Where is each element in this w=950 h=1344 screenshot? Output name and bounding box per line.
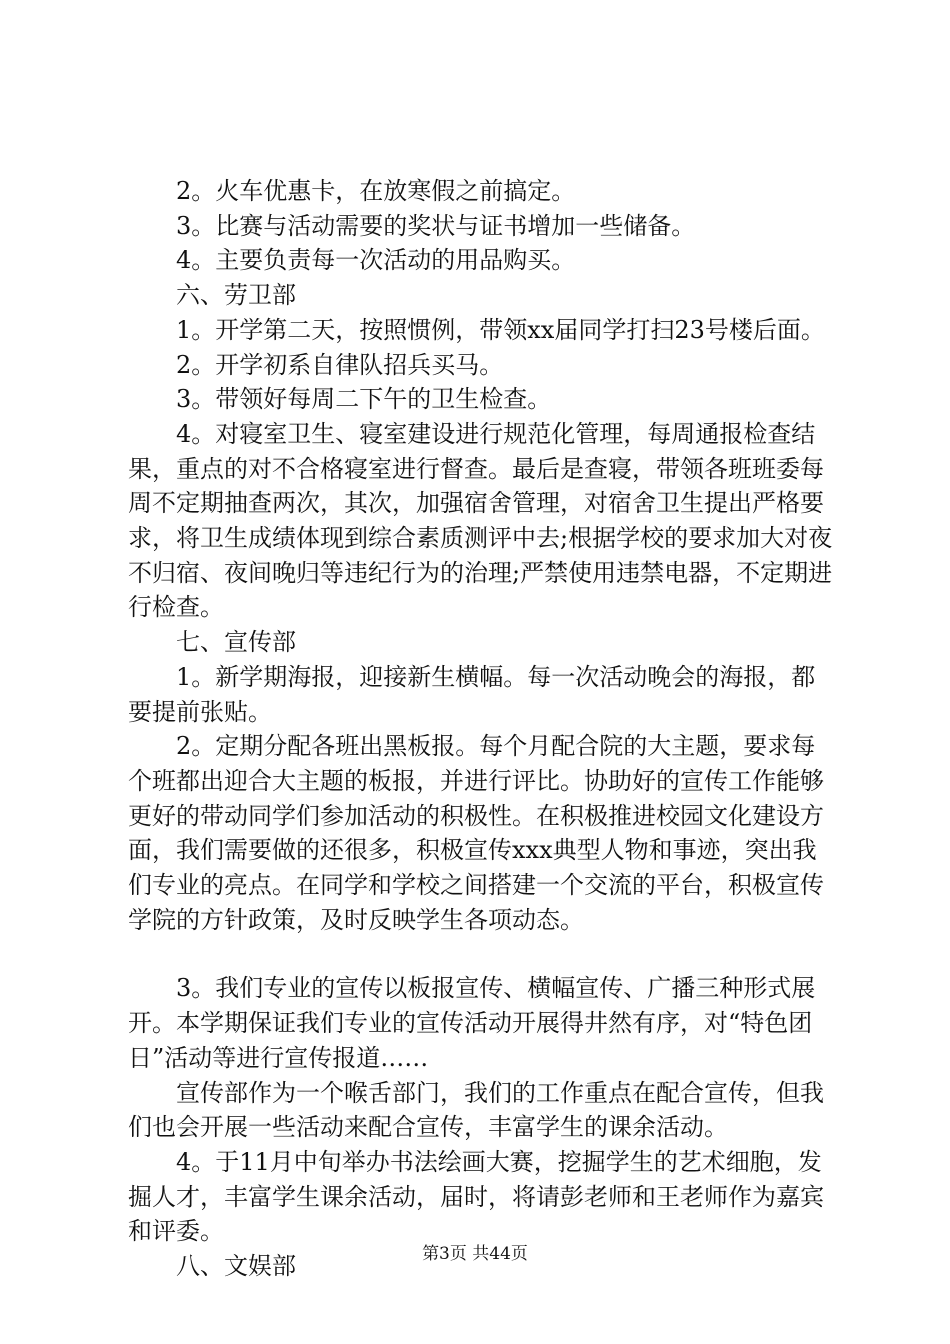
section-heading-labor: 六、劳卫部	[176, 281, 296, 310]
paragraph-13: 宣传部作为一个喉舌部门，我们的工作重点在配合宣传，但我们也会开展一些活动来配合宣传，丰富学生的课余活动。	[128, 1078, 824, 1142]
paragraph-12: 3。我们专业的宣传以板报宣传、横幅宣传、广播三种形式展开。本学期保证我们专业的宣传活动开展得井然有序，对“特色团日”活动等进行宣传报道……	[128, 974, 816, 1072]
paragraph-2: 3。比赛与活动需要的奖状与证书增加一些储备。	[176, 211, 696, 240]
paragraph-14: 4。于11月中旬举办书法绘画大赛，挖掘学生的艺术细胞，发掘人才，丰富学生课余活动，届时，将请彭老师和王老师作为嘉宾和评委。	[128, 1147, 824, 1246]
paragraph-10: 1。新学期海报，迎接新生横幅。每一次活动晚会的海报，都要提前张贴。	[128, 662, 816, 726]
paragraph-3: 4。主要负责每一次活动的用品购买。	[176, 246, 576, 275]
paragraph-6: 2。开学初系自律队招兵买马。	[176, 350, 504, 379]
paragraph-gap	[128, 937, 838, 971]
document-body	[128, 174, 838, 1284]
section-heading-publicity: 七、宣传部	[176, 628, 296, 657]
page-footer: 第3页 共44页	[422, 1244, 528, 1264]
paragraph-1: 2。火车优惠卡，在放寒假之前搞定。	[176, 177, 576, 205]
section-heading-entertainment: 八、文娱部	[176, 1252, 296, 1281]
paragraph-11: 2。定期分配各班出黑板报。每个月配合院的大主题，要求每个班都出迎合大主题的板报，并进行评比。协助好的宣传工作能够更好的带动同学们参加活动的积极性。在积极推进校园文化建设方面，我们需要做的还很多，积极宣传xxx典型人物和事迹，突出我们专业的亮点。在同学和学校之间搭建一个交流的平台，积极宣传学院的方针政策，及时反映学生各项动态。	[128, 732, 824, 934]
paragraph-5: 1。开学第二天，按照惯例，带领xx届同学打扫23号楼后面。	[176, 315, 825, 344]
paragraph-7: 3。带领好每周二下午的卫生检查。	[176, 385, 552, 414]
paragraph-8: 4。对寝室卫生、寝室建设进行规范化管理，每周通报检查结果，重点的对不合格寝室进行督查。最后是查寝，带领各班班委每周不定期抽查两次，其次，加强宿舍管理，对宿舍卫生提出严格要求，将卫生成绩体现到综合素质测评中去;根据学校的要求加大对夜不归宿、夜间晚归等违纪行为的治理;严禁使用违禁电器，不定期进行检查。	[128, 419, 833, 622]
